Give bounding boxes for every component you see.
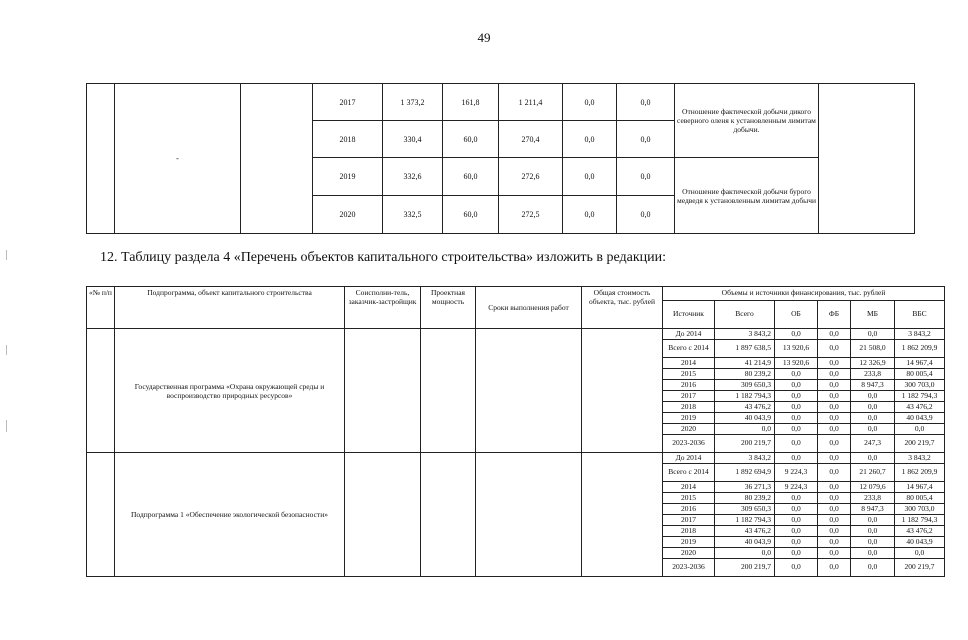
mb-cell: 0,0: [851, 453, 895, 464]
mb-cell: 0,0: [851, 402, 895, 413]
value-cell: 272,5: [499, 196, 563, 234]
fb-cell: 0,0: [818, 358, 851, 369]
fb-cell: 0,0: [818, 504, 851, 515]
value-cell: 60,0: [443, 158, 499, 196]
fb-cell: 0,0: [818, 435, 851, 453]
source-cell: Всего с 2014: [663, 464, 715, 482]
header-terms: Сроки выполнения работ: [476, 287, 582, 329]
value-cell: 0,0: [563, 196, 617, 234]
source-cell: 2020: [663, 424, 715, 435]
fb-cell: 0,0: [818, 515, 851, 526]
empty-cell: [345, 329, 421, 453]
mb-cell: 0,0: [851, 559, 895, 577]
total-cell: 309 650,3: [715, 504, 775, 515]
value-cell: 60,0: [443, 196, 499, 234]
mb-cell: 0,0: [851, 424, 895, 435]
table-body: [87, 329, 945, 577]
mb-cell: 8 947,3: [851, 380, 895, 391]
total-cell: 80 239,2: [715, 369, 775, 380]
mb-cell: 21 508,0: [851, 340, 895, 358]
source-cell: Всего с 2014: [663, 340, 715, 358]
value-cell: 0,0: [563, 158, 617, 196]
mb-cell: 0,0: [851, 329, 895, 340]
header-subprogram: Подпрограмма, объект капитального строительства: [115, 287, 345, 329]
vbs-cell: 3 843,2: [895, 329, 945, 340]
fb-cell: 0,0: [818, 380, 851, 391]
fb-cell: 0,0: [818, 559, 851, 577]
total-cell: 40 043,9: [715, 413, 775, 424]
source-cell: До 2014: [663, 453, 715, 464]
source-cell: 2016: [663, 504, 715, 515]
value-cell: 332,6: [383, 158, 443, 196]
header-executor: Соисполни-тель, заказчик-застройщик: [345, 287, 421, 329]
ob-cell: 0,0: [775, 548, 818, 559]
total-cell: 36 271,3: [715, 482, 775, 493]
vbs-cell: 0,0: [895, 424, 945, 435]
value-cell: 330,4: [383, 121, 443, 158]
vbs-cell: 1 862 209,9: [895, 340, 945, 358]
ob-cell: 9 224,3: [775, 482, 818, 493]
vbs-cell: 43 476,2: [895, 526, 945, 537]
mb-cell: 247,3: [851, 435, 895, 453]
total-cell: 3 843,2: [715, 453, 775, 464]
source-cell: 2017: [663, 391, 715, 402]
value-cell: 0,0: [617, 121, 675, 158]
total-cell: 309 650,3: [715, 380, 775, 391]
ob-cell: 0,0: [775, 493, 818, 504]
empty-cell: [241, 84, 313, 234]
mb-cell: 0,0: [851, 413, 895, 424]
source-cell: 2015: [663, 369, 715, 380]
header-vbs: ВБС: [895, 301, 945, 329]
vbs-cell: 0,0: [895, 548, 945, 559]
ob-cell: 0,0: [775, 424, 818, 435]
ob-cell: 0,0: [775, 526, 818, 537]
mb-cell: 233,8: [851, 369, 895, 380]
empty-cell: [421, 329, 476, 453]
mb-cell: 0,0: [851, 515, 895, 526]
fb-cell: 0,0: [818, 482, 851, 493]
ob-cell: 0,0: [775, 369, 818, 380]
source-cell: 2017: [663, 515, 715, 526]
fb-cell: 0,0: [818, 340, 851, 358]
total-cell: 200 219,7: [715, 435, 775, 453]
mb-cell: 12 079,6: [851, 482, 895, 493]
total-cell: 80 239,2: [715, 493, 775, 504]
header-source: Источник: [663, 301, 715, 329]
ob-cell: 0,0: [775, 453, 818, 464]
vbs-cell: 300 703,0: [895, 380, 945, 391]
capital-construction-table: [86, 286, 945, 577]
value-cell: 270,4: [499, 121, 563, 158]
ob-cell: 13 920,6: [775, 340, 818, 358]
total-cell: 1 892 694,9: [715, 464, 775, 482]
value-cell: 161,8: [443, 84, 499, 121]
value-cell: 272,6: [499, 158, 563, 196]
header-funding: Объемы и источники финансирования, тыс. рублей: [663, 287, 945, 301]
mb-cell: 0,0: [851, 526, 895, 537]
total-cell: 40 043,9: [715, 537, 775, 548]
header-row: [87, 287, 945, 301]
ob-cell: 0,0: [775, 329, 818, 340]
value-cell: 60,0: [443, 121, 499, 158]
mb-cell: 12 326,9: [851, 358, 895, 369]
vbs-cell: 1 182 794,3: [895, 391, 945, 402]
source-cell: 2014: [663, 482, 715, 493]
year-cell: 2017: [313, 84, 383, 121]
vbs-cell: 80 005,4: [895, 493, 945, 504]
empty-cell: [819, 84, 915, 234]
empty-cell: [345, 453, 421, 577]
value-cell: 0,0: [563, 121, 617, 158]
table-row: [87, 453, 945, 464]
subprogram-name: Государственная программа «Охрана окружающей среды и воспроизводство природных ресурсов»: [115, 329, 345, 453]
vbs-cell: 200 219,7: [895, 559, 945, 577]
mb-cell: 0,0: [851, 391, 895, 402]
header-ob: ОБ: [775, 301, 818, 329]
mb-cell: 0,0: [851, 537, 895, 548]
ob-cell: 0,0: [775, 380, 818, 391]
margin-mark: [6, 345, 7, 355]
total-cell: 3 843,2: [715, 329, 775, 340]
empty-cell: [87, 84, 115, 234]
total-cell: 41 214,9: [715, 358, 775, 369]
mb-cell: 0,0: [851, 548, 895, 559]
ob-cell: 0,0: [775, 435, 818, 453]
header-total: Всего: [715, 301, 775, 329]
vbs-cell: 1 862 209,9: [895, 464, 945, 482]
value-cell: 1 373,2: [383, 84, 443, 121]
fb-cell: 0,0: [818, 369, 851, 380]
subprogram-name: Подпрограмма 1 «Обеспечение экологической безопасности»: [115, 453, 345, 577]
empty-cell: [87, 329, 115, 453]
source-cell: 2018: [663, 402, 715, 413]
fb-cell: 0,0: [818, 413, 851, 424]
mb-cell: 8 947,3: [851, 504, 895, 515]
source-cell: 2019: [663, 413, 715, 424]
value-cell: 0,0: [617, 196, 675, 234]
empty-cell: [582, 329, 663, 453]
dash-cell: -: [115, 84, 241, 234]
mb-cell: 233,8: [851, 493, 895, 504]
value-cell: 332,5: [383, 196, 443, 234]
value-cell: 1 211,4: [499, 84, 563, 121]
vbs-cell: 1 182 794,3: [895, 515, 945, 526]
total-cell: 1 897 638,5: [715, 340, 775, 358]
margin-mark: [6, 250, 7, 260]
fb-cell: 0,0: [818, 493, 851, 504]
indicators-table: [86, 83, 915, 234]
indicator-note: Отношение фактической добычи дикого северного оленя к установленным лимитам добычи.: [675, 84, 819, 158]
fb-cell: 0,0: [818, 329, 851, 340]
section-heading: 12. Таблицу раздела 4 «Перечень объектов капитального строительства» изложить в редакции:: [100, 250, 667, 265]
vbs-cell: 3 843,2: [895, 453, 945, 464]
header-mb: МБ: [851, 301, 895, 329]
header-fb: ФБ: [818, 301, 851, 329]
header-total-cost: Общая стоимость объекта, тыс. рублей: [582, 287, 663, 329]
mb-cell: 21 260,7: [851, 464, 895, 482]
vbs-cell: 40 043,9: [895, 413, 945, 424]
year-cell: 2019: [313, 158, 383, 196]
year-cell: 2020: [313, 196, 383, 234]
fb-cell: 0,0: [818, 464, 851, 482]
source-cell: 2023-2036: [663, 435, 715, 453]
total-cell: 43 476,2: [715, 402, 775, 413]
ob-cell: 0,0: [775, 413, 818, 424]
vbs-cell: 14 967,4: [895, 358, 945, 369]
total-cell: 0,0: [715, 548, 775, 559]
source-cell: 2019: [663, 537, 715, 548]
vbs-cell: 80 005,4: [895, 369, 945, 380]
fb-cell: 0,0: [818, 424, 851, 435]
header-num: «№ п/п: [87, 287, 115, 329]
source-cell: 2020: [663, 548, 715, 559]
vbs-cell: 300 703,0: [895, 504, 945, 515]
fb-cell: 0,0: [818, 402, 851, 413]
empty-cell: [421, 453, 476, 577]
ob-cell: 13 920,6: [775, 358, 818, 369]
year-cell: 2018: [313, 121, 383, 158]
source-cell: До 2014: [663, 329, 715, 340]
total-cell: 1 182 794,3: [715, 391, 775, 402]
empty-cell: [582, 453, 663, 577]
fb-cell: 0,0: [818, 537, 851, 548]
indicator-note: Отношение фактической добычи бурого медведя к установленным лимитам добычи: [675, 158, 819, 234]
empty-cell: [476, 453, 582, 577]
fb-cell: 0,0: [818, 526, 851, 537]
page-number: 49: [477, 30, 491, 45]
ob-cell: 9 224,3: [775, 464, 818, 482]
source-cell: 2014: [663, 358, 715, 369]
table-row: [87, 84, 915, 121]
source-cell: 2018: [663, 526, 715, 537]
empty-cell: [87, 453, 115, 577]
vbs-cell: 43 476,2: [895, 402, 945, 413]
margin-mark: [6, 420, 7, 432]
ob-cell: 0,0: [775, 504, 818, 515]
ob-cell: 0,0: [775, 537, 818, 548]
value-cell: 0,0: [563, 84, 617, 121]
ob-cell: 0,0: [775, 391, 818, 402]
source-cell: 2023-2036: [663, 559, 715, 577]
value-cell: 0,0: [617, 84, 675, 121]
ob-cell: 0,0: [775, 559, 818, 577]
total-cell: 0,0: [715, 424, 775, 435]
value-cell: 0,0: [617, 158, 675, 196]
total-cell: 200 219,7: [715, 559, 775, 577]
fb-cell: 0,0: [818, 391, 851, 402]
ob-cell: 0,0: [775, 515, 818, 526]
ob-cell: 0,0: [775, 402, 818, 413]
header-capacity: Проектная мощность: [421, 287, 476, 329]
source-cell: 2015: [663, 493, 715, 504]
source-cell: 2016: [663, 380, 715, 391]
table-row: [87, 329, 945, 340]
total-cell: 43 476,2: [715, 526, 775, 537]
vbs-cell: 40 043,9: [895, 537, 945, 548]
total-cell: 1 182 794,3: [715, 515, 775, 526]
vbs-cell: 14 967,4: [895, 482, 945, 493]
fb-cell: 0,0: [818, 548, 851, 559]
vbs-cell: 200 219,7: [895, 435, 945, 453]
empty-cell: [476, 329, 582, 453]
fb-cell: 0,0: [818, 453, 851, 464]
